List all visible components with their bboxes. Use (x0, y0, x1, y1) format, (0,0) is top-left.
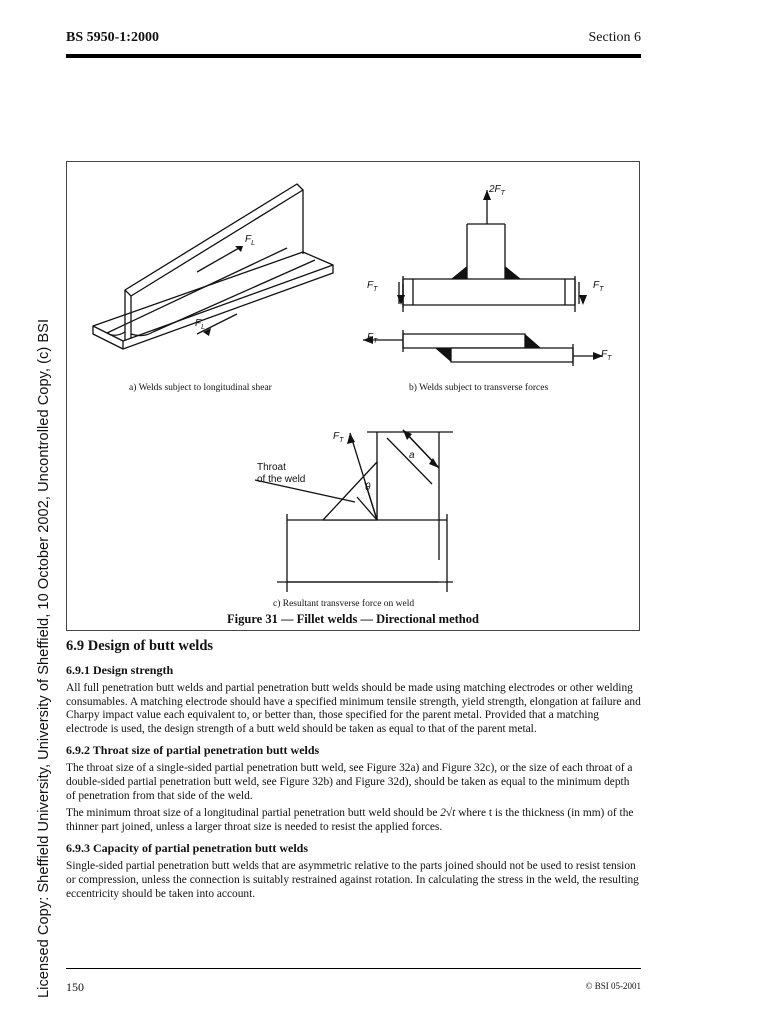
heading-6-9-2: 6.9.2 Throat size of partial penetration butt welds (66, 743, 320, 758)
transverse-joint (363, 190, 603, 366)
resultant-force-drawing (255, 430, 453, 592)
label-ft-b-right: $F_T$ (593, 280, 604, 293)
heading-6-9: 6.9 Design of butt welds (66, 638, 214, 654)
footer-rule (66, 968, 641, 969)
label-of-the-weld: of the weld (257, 474, 306, 485)
lap-weld-lower (435, 348, 451, 362)
arrow-ft-right (579, 295, 587, 305)
figure-title: Figure 31 — Fillet welds — Directional method (227, 612, 479, 626)
paragraph-6-9-2-b-end: where t is the thickness (in mm) of the thinner part joined, unless a larger throat size is needed to resist the applied forces. (66, 807, 634, 833)
page-header (66, 30, 641, 60)
label-ft-lap-left: $F_T$ (367, 332, 378, 345)
heading-6-9-3: 6.9.3 Capacity of partial penetration butt welds (66, 841, 308, 856)
caption-b: b) Welds subject to transverse forces (409, 383, 549, 393)
label-2ft: $2F_T$ (489, 184, 505, 197)
section-label: Section 6 (588, 30, 641, 45)
paragraph-6-9-2-b-start: The minimum throat size of a longitudinal partial penetration butt weld should be (66, 807, 441, 820)
heading-6-9-1: 6.9.1 Design strength (66, 663, 174, 677)
label-theta: θ (365, 482, 371, 493)
figure-31 (66, 161, 640, 631)
min-throat-formula: 2√t (440, 807, 456, 820)
weld-fillet-left (451, 266, 467, 279)
fillet-weld-drawings (67, 162, 639, 630)
paragraph-6-9-3: Single-sided partial penetration butt welds that are asymmetric relative to the parts joined should not be used to resist tension or compression, unless the connection is suitably restrained against rotation. In calculating the stress in the weld, the resulting eccentricity should be taken into account. (66, 860, 639, 900)
copyright-notice: © BSI 05-2001 (585, 981, 641, 991)
paragraph-6-9-2-b (66, 807, 641, 834)
label-throat: Throat (257, 462, 286, 473)
license-watermark: Licensed Copy: Sheffield University, University of Sheffield, 10 October 2002, Uncontrolled Copy, (c) BSI (36, 318, 52, 998)
caption-c: c) Resultant transverse force on weld (273, 599, 415, 609)
page-number: 150 (66, 980, 84, 994)
caption-a: a) Welds subject to longitudinal shear (129, 383, 272, 393)
label-fl-upper: $F_L$ (245, 234, 256, 247)
paragraph-6-9-1: All full penetration butt welds and partial penetration butt welds should be made using matching electrodes or other welding consumables. A matching electrode should have a specified minimum tensile strength, yield strength, elongation at failure and Charpy impact value each equivalent to, or better than, those specified for the parent metal. Provided that a matching electrode is used, the design strength of a butt weld should be taken as equal to that of the parent metal. (66, 682, 641, 735)
label-ft-b-left: $F_T$ (367, 280, 378, 293)
label-fl-lower: $F_L$ (195, 318, 206, 331)
header-rule (66, 54, 641, 58)
label-ft-c: $F_T$ (333, 431, 344, 444)
main-content (66, 636, 641, 905)
paragraph-6-9-2-a: The throat size of a single-sided partial penetration butt weld, see Figure 32a) and Figure 32c), or the size of each throat of a double-sided partial penetration butt weld, see Figure 32b) and Figure 32d), should be taken as equal to the minimum depth of penetration from that side of the weld. (66, 762, 633, 802)
weld-fillet-right (505, 266, 521, 279)
label-ft-lap-right: $F_T$ (601, 349, 612, 362)
lap-weld-upper (525, 334, 541, 348)
t-joint-isometric (93, 184, 333, 349)
label-a: a (409, 450, 415, 461)
standard-code: BS 5950-1:2000 (66, 30, 159, 45)
